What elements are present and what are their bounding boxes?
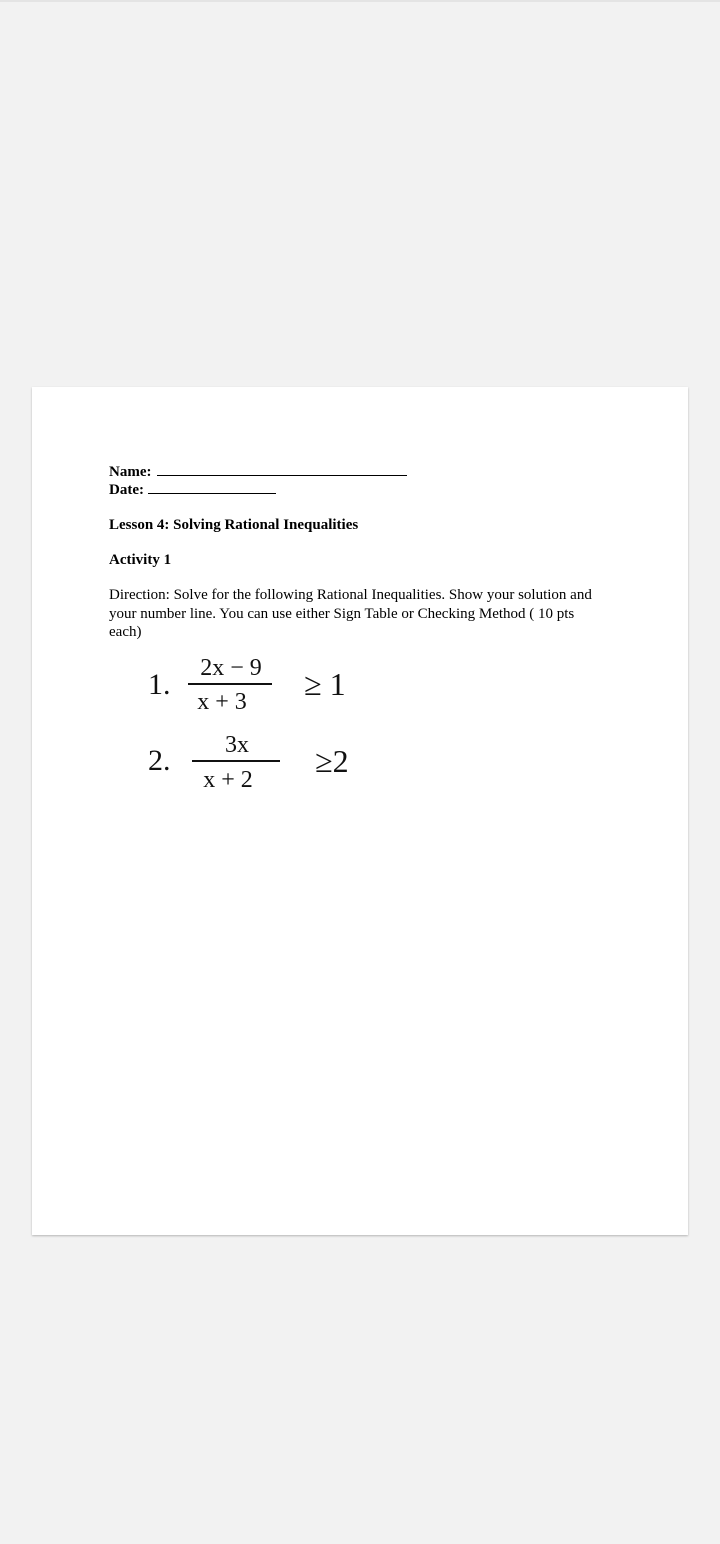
problem-1-denominator: x + 3 <box>197 689 247 715</box>
problem-1-fraction-bar <box>188 683 272 685</box>
lesson-title: Lesson 4: Solving Rational Inequalities <box>109 517 359 533</box>
problem-1-number: 1. <box>148 668 171 701</box>
problem-2-numerator: 3x <box>225 732 249 758</box>
problem-2-number: 2. <box>148 744 171 777</box>
problem-2-fraction-bar <box>192 760 280 762</box>
document-page <box>32 387 688 1235</box>
date-blank-line[interactable] <box>148 481 276 494</box>
problem-2-relation: ≥2 <box>315 743 349 779</box>
activity-title: Activity 1 <box>109 552 172 568</box>
top-divider <box>0 0 720 2</box>
date-field <box>109 481 276 499</box>
direction-text: Direction: Solve for the following Rational Inequalities. Show your solution and your number line. You can use either Sign Table or Checking Method ( 10 pts each) <box>109 587 592 640</box>
name-blank-line[interactable] <box>157 463 407 476</box>
date-label: Date: <box>109 482 144 498</box>
name-field <box>109 463 407 481</box>
problem-1-numerator: 2x − 9 <box>200 655 262 681</box>
problem-1-relation: ≥ 1 <box>304 666 346 702</box>
problem-2-denominator: x + 2 <box>203 767 253 793</box>
name-label: Name: <box>109 464 152 480</box>
